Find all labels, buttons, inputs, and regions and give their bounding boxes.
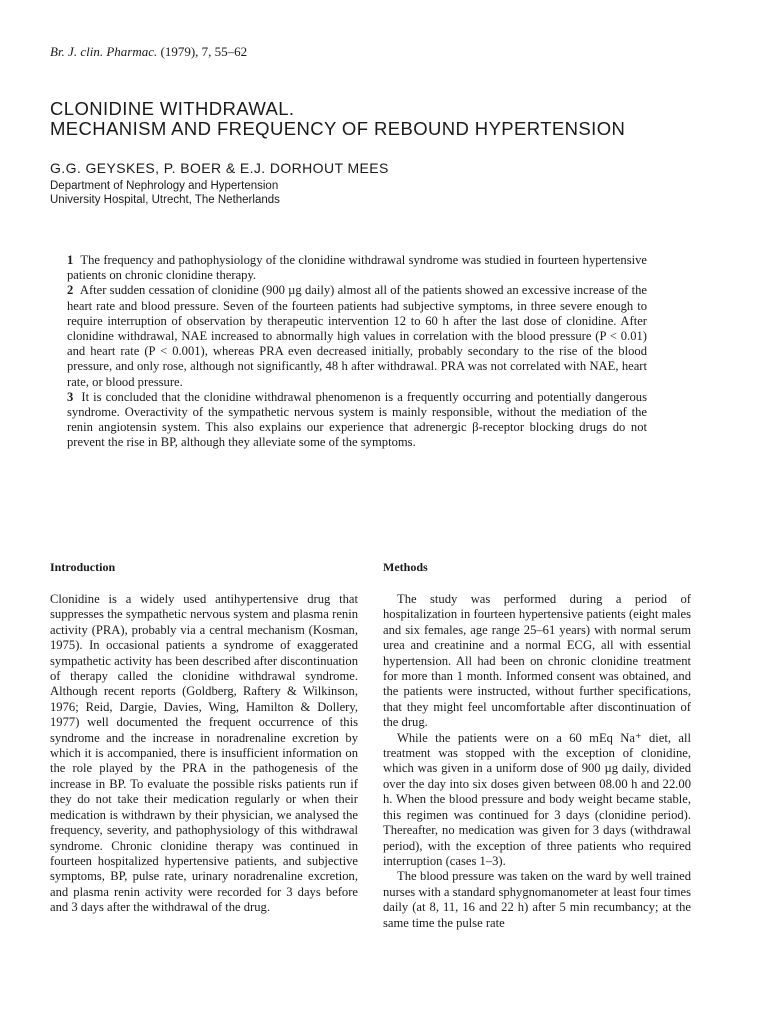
methods-heading: Methods <box>383 560 428 574</box>
paper-title <box>50 99 730 139</box>
abstract-number: 3 <box>67 389 74 404</box>
affiliation-line-2: University Hospital, Utrecht, The Netherlands <box>50 194 280 206</box>
abstract-point-3 <box>67 390 647 451</box>
abstract-text: The frequency and pathophysiology of the clonidine withdrawal syndrome was studied in fourteen hypertensive patients on chronic clonidine therapy. <box>67 253 648 283</box>
methods-paragraph-1: The study was performed during a period of hospitalization in fourteen hypertensive patients (eight males and six females, age range 25–61 years) with normal serum urea and creatinine and a normal ECG, all with essential hypertension. All had been on chronic clonidine treatment for more than 1 month. Informed consent was obtained, and the patients were instructed, without further specifications, that they might feel uncomfortable after discontinuation of the drug. <box>383 592 691 730</box>
journal-citation <box>50 44 247 60</box>
introduction-heading: Introduction <box>50 560 116 574</box>
abstract-text: It is concluded that the clonidine withdrawal phenomenon is a frequently occurring and potentially dangerous syndrome. Overactivity of the sympathetic nervous system is mainly responsible, without the mediation of the renin angiotensin system. This also explains our experience that adrenergic β-receptor blocking drugs do not prevent the rise in BP, although they alleviate some of the symptoms. <box>67 389 647 450</box>
introduction-paragraph: Clonidine is a widely used antihypertensive drug that suppresses the sympathetic nervous system and plasma renin activity (PRA), probably via a central mechanism (Kosman, 1975). In occasional patients a syndrome of exaggerated sympathetic activity has been described after discontinuation of therapy called the clonidine withdrawal syndrome. Although recent reports (Goldberg, Raftery & Wilkinson, 1976; Reid, Dargie, Davies, Wing, Hamilton & Dollery, 1977) well documented the frequent occurrence of this syndrome and the increase in noradrenaline excretion by which it is accompanied, there is insufficient information on the role played by the PRA in the pathogenesis of the increase in BP. To evaluate the possible risks patients run if they do not take their medication regularly or when their medication is withdrawn by their physician, we analysed the frequency, severity, and pathophysiology of this withdrawal syndrome. Chronic clonidine therapy was continued in fourteen hospitalized hypertensive patients, and subjective symptoms, BP, pulse rate, urinary noradrenaline excretion, and plasma renin activity were recorded for 3 days before and 3 days after the withdrawal of the drug. <box>50 592 358 915</box>
journal-name: Br. J. clin. Pharmac. <box>50 44 158 59</box>
methods-paragraph-3: The blood pressure was taken on the ward by well trained nurses with a standard sphygnomanometer at least four times daily (at 8, 11, 16 and 22 h) after 5 min recumbancy; at the same time the pulse rate <box>383 869 691 930</box>
abstract-point-1 <box>67 253 647 283</box>
title-line-2: MECHANISM AND FREQUENCY OF REBOUND HYPERTENSION <box>50 118 626 139</box>
abstract-text: After sudden cessation of clonidine (900 µg daily) almost all of the patients showed an excessive increase of the heart rate and blood pressure. Seven of the fourteen patients had subjective symptoms, in three severe enough to require interruption of observation by therapeutic intervention 12 to 60 h after the last dose of clonidine. After clonidine withdrawal, NAE increased to abnormally high values in correlation with the blood pressure (P < 0.01) and heart rate (P < 0.001), whereas PRA even decreased initially, probably secondary to the rise of the blood pressure, and only rose, although not significantly, 48 h after withdrawal. PRA was not correlated with NAE, heart rate, or blood pressure. <box>67 283 647 389</box>
abstract-point-2 <box>67 283 647 389</box>
abstract-number: 2 <box>67 283 74 298</box>
title-line-1: CLONIDINE WITHDRAWAL. <box>50 98 295 119</box>
abstract <box>67 253 647 451</box>
methods-paragraph-2: While the patients were on a 60 mEq Na⁺ diet, all treatment was stopped with the exception of clonidine, which was given in a uniform dose of 900 µg daily, divided over the day into six doses given between 08.00 h and 22.00 h. When the blood pressure and body weight became stable, this regimen was continued for 3 days (clonidine period). Thereafter, no medication was given for 3 days (withdrawal period), with the exception of three patients who required interruption (cases 1–3). <box>383 730 691 868</box>
introduction-section <box>50 560 358 916</box>
methods-section <box>383 560 691 931</box>
affiliation-line-1: Department of Nephrology and Hypertension <box>50 180 279 192</box>
journal-volume: (1979), 7, 55–62 <box>160 44 248 59</box>
affiliation <box>50 179 280 207</box>
abstract-number: 1 <box>67 253 74 267</box>
author-list: G.G. GEYSKES, P. BOER & E.J. DORHOUT MEES <box>50 160 389 176</box>
